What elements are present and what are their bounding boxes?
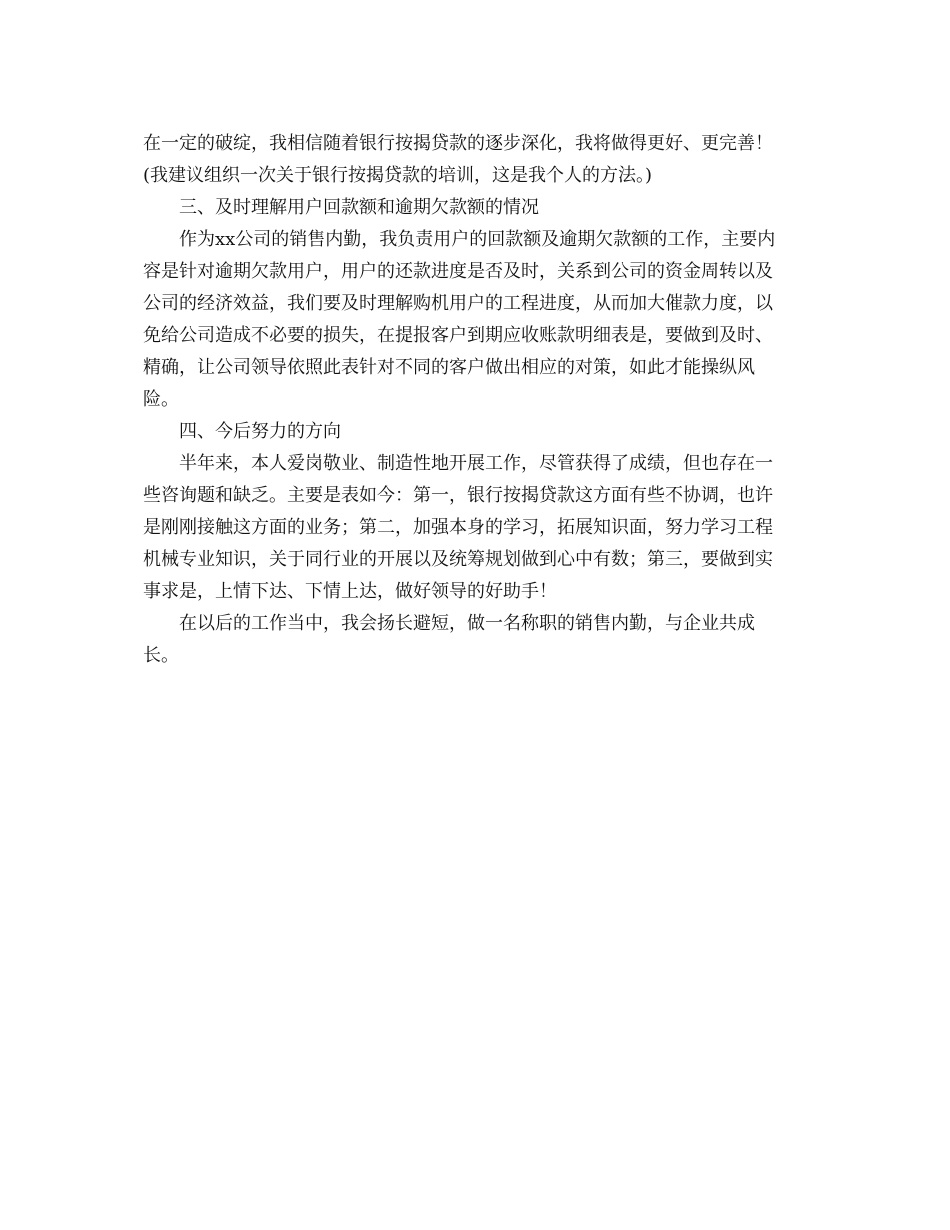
text-line: 公司的经济效益，我们要及时理解购机用户的工程进度，从而加大催款力度，以 <box>143 293 773 314</box>
text-line: 容是针对逾期欠款用户，用户的还款进度是否及时，关系到公司的资金周转以及 <box>143 261 773 282</box>
text-line: (我建议组织一次关于银行按揭贷款的培训，这是我个人的方法。) <box>143 165 653 186</box>
text-line: 些咨询题和缺乏。主要是表如今：第一，银行按揭贷款这方面有些不协调，也许 <box>143 485 773 506</box>
text-line: 作为xx公司的销售内勤，我负责用户的回款额及逾期欠款额的工作，主要内 <box>179 229 776 250</box>
text-line: 在以后的工作当中，我会扬长避短，做一名称职的销售内勤，与企业共成 <box>179 613 755 634</box>
section-heading: 四、今后努力的方向 <box>179 421 341 442</box>
section-heading: 三、及时理解用户回款额和逾期欠款额的情况 <box>179 197 539 218</box>
text-line: 机械专业知识，关于同行业的开展以及统筹规划做到心中有数；第三，要做到实 <box>143 549 773 570</box>
text-line: 精确，让公司领导依照此表针对不同的客户做出相应的对策，如此才能操纵风 <box>143 357 755 378</box>
text-line: 免给公司造成不必要的损失，在提报客户到期应收账款明细表是，要做到及时、 <box>143 325 773 346</box>
document-body <box>143 128 813 672</box>
text-line: 半年来，本人爱岗敬业、制造性地开展工作，尽管获得了成绩，但也存在一 <box>179 453 773 474</box>
text-line: 事求是，上情下达、下情上达，做好领导的好助手！ <box>143 581 557 602</box>
text-line: 是刚刚接触这方面的业务；第二，加强本身的学习，拓展知识面，努力学习工程 <box>143 517 773 538</box>
text-line: 在一定的破绽，我相信随着银行按揭贷款的逐步深化，我将做得更好、更完善！ <box>143 133 773 154</box>
text-line: 长。 <box>143 645 179 666</box>
text-line: 险。 <box>143 389 179 410</box>
